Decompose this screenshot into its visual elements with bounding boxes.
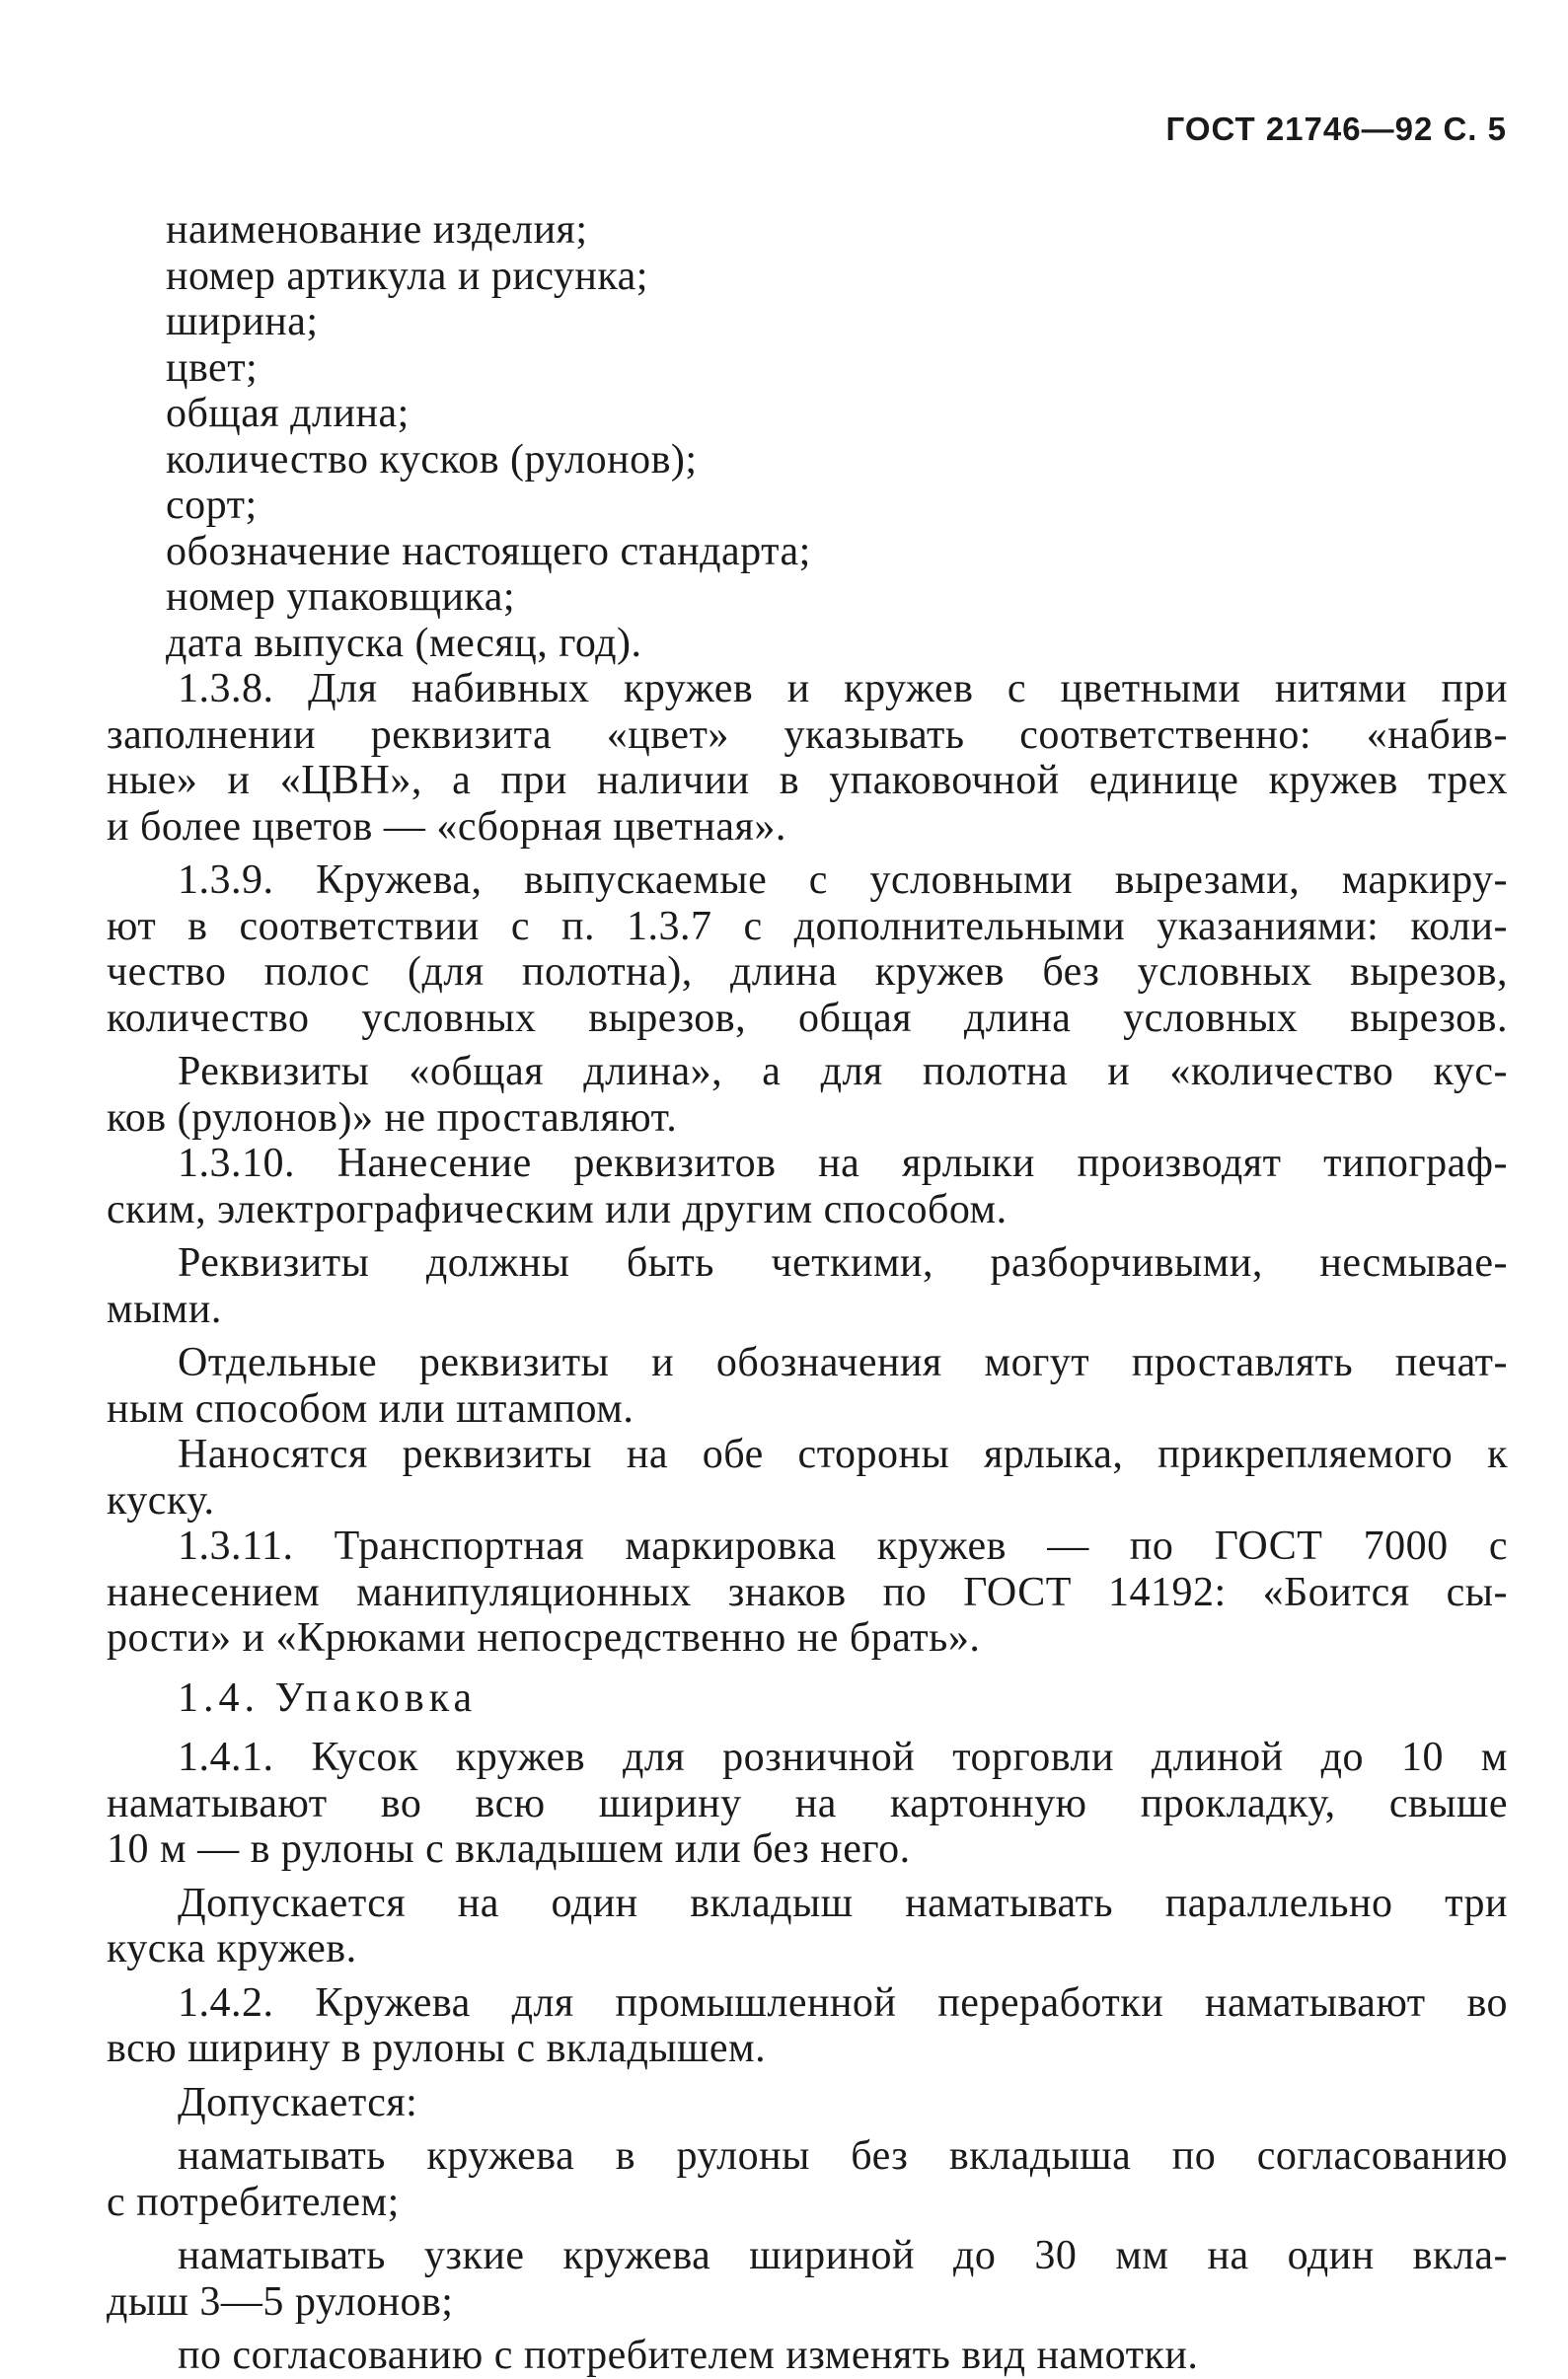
paragraph-line: Реквизиты должны быть четкими, разборчивыми, несмывае-	[178, 1240, 1508, 1286]
list-item: сорт;	[166, 483, 258, 528]
paragraph-1-3-10-print	[107, 1340, 1508, 1432]
paragraph-line: наматывать узкие кружева шириной до 30 мм на один вкла-	[178, 2233, 1508, 2278]
paragraph-line: и более цветов — «сборная цветная».	[107, 803, 786, 850]
paragraph-1-3-9	[107, 857, 1508, 1041]
paragraph-line: Допускается на один вкладыш наматывать параллельно три	[178, 1880, 1508, 1926]
paragraph-1-3-10-sides	[107, 1432, 1508, 1524]
list-item: общая длина;	[166, 391, 410, 436]
paragraph-line: ным способом или штампом.	[107, 1385, 635, 1432]
paragraph-line: Наносятся реквизиты на обе стороны ярлыка, прикрепляемого к	[178, 1432, 1508, 1477]
paragraph-line: чество полос (для полотна), длина кружев без условных вырезов,	[107, 949, 1508, 995]
paragraph-line: с потребителем;	[107, 2179, 400, 2225]
paragraph-line: количество условных вырезов, общая длина условных вырезов.	[107, 995, 1508, 1041]
paragraph-line: 1.3.8. Для набивных кружев и кружев с цветными нитями при	[178, 666, 1508, 711]
paragraph-line: Допускается:	[178, 2079, 418, 2125]
paragraph-line: мыми.	[107, 1286, 222, 1332]
paragraph-1-3-10-requisites	[107, 1240, 1508, 1332]
paragraph-line: наматывать кружева в рулоны без вкладыша по согласованию	[178, 2133, 1508, 2179]
list-item: ширина;	[166, 299, 319, 344]
paragraph-line: всю ширину в рулоны с вкладышем.	[107, 2026, 767, 2071]
paragraph-1-3-11	[107, 1524, 1508, 1662]
paragraph-line: куску.	[107, 1477, 215, 1524]
paragraph-1-4-2	[107, 1980, 1508, 2072]
paragraph-1-3-9-note	[107, 1049, 1508, 1141]
paragraph-line: дыш 3—5 рулонов;	[107, 2278, 454, 2325]
page-header: ГОСТ 21746—92 С. 5	[1165, 111, 1507, 147]
paragraph-line: 1.4.2. Кружева для промышленной переработки наматывают во	[178, 1979, 1508, 2026]
paragraph-line: ют в соответствии с п. 1.3.7 с дополнительными указаниями: коли-	[107, 903, 1508, 949]
list-item: номер артикула и рисунка;	[166, 253, 648, 299]
paragraph-line: 1.3.9. Кружева, выпускаемые с условными вырезами, маркиру-	[178, 857, 1508, 903]
paragraph-line: рости» и «Крюками непосредственно не брать».	[107, 1615, 981, 1661]
document-body	[107, 207, 1508, 2379]
section-heading-packaging: 1.4. Упаковка	[178, 1674, 478, 1721]
paragraph-1-4-2-allowed	[107, 2080, 1508, 2379]
paragraph-line: 1.4.1. Кусок кружев для розничной торговли длиной до 10 м	[178, 1735, 1508, 1780]
paragraph-line: 1.3.11. Транспортная маркировка кружев — по ГОСТ 7000 с	[178, 1524, 1508, 1569]
paragraph-line: 1.3.10. Нанесение реквизитов на ярлыки производят типограф-	[178, 1141, 1508, 1186]
list-item: номер упаковщика;	[166, 574, 516, 620]
list-item: количество кусков (рулонов);	[166, 436, 698, 483]
paragraph-line: куска кружев.	[107, 1926, 357, 1971]
paragraph-line: ные» и «ЦВН», а при наличии в упаковочной единице кружев трех	[107, 758, 1508, 803]
paragraph-line: ков (рулонов)» не проставляют.	[107, 1094, 678, 1141]
paragraph-line: заполнении реквизита «цвет» указывать соответственно: «набив-	[107, 711, 1508, 758]
paragraph-line: 10 м — в рулоны с вкладышем или без него.	[107, 1826, 911, 1872]
list-item: наименование изделия;	[166, 207, 588, 253]
list-item: обозначение настоящего стандарта;	[166, 528, 811, 574]
paragraph-line: по согласованию с потребителем изменять вид намотки.	[178, 2333, 1199, 2378]
paragraph-line: Отдельные реквизиты и обозначения могут проставлять печат-	[178, 1340, 1508, 1385]
list-item: цвет;	[166, 344, 259, 391]
paragraph-1-3-8	[107, 666, 1508, 850]
paragraph-line: Реквизиты «общая длина», а для полотна и «количество кус-	[178, 1049, 1508, 1094]
list-item: дата выпуска (месяц, год).	[166, 620, 642, 666]
paragraph-line: нанесением манипуляционных знаков по ГОСТ 14192: «Боится сы-	[107, 1569, 1508, 1615]
paragraph-line: ским, электрографическим или другим способом.	[107, 1186, 1008, 1232]
paragraph-1-4-1	[107, 1735, 1508, 1873]
paragraph-1-4-1-note	[107, 1881, 1508, 1972]
marking-requisites-list	[107, 207, 1508, 666]
paragraph-1-3-10	[107, 1141, 1508, 1232]
paragraph-line: наматывают во всю ширину на картонную прокладку, свыше	[107, 1780, 1508, 1826]
